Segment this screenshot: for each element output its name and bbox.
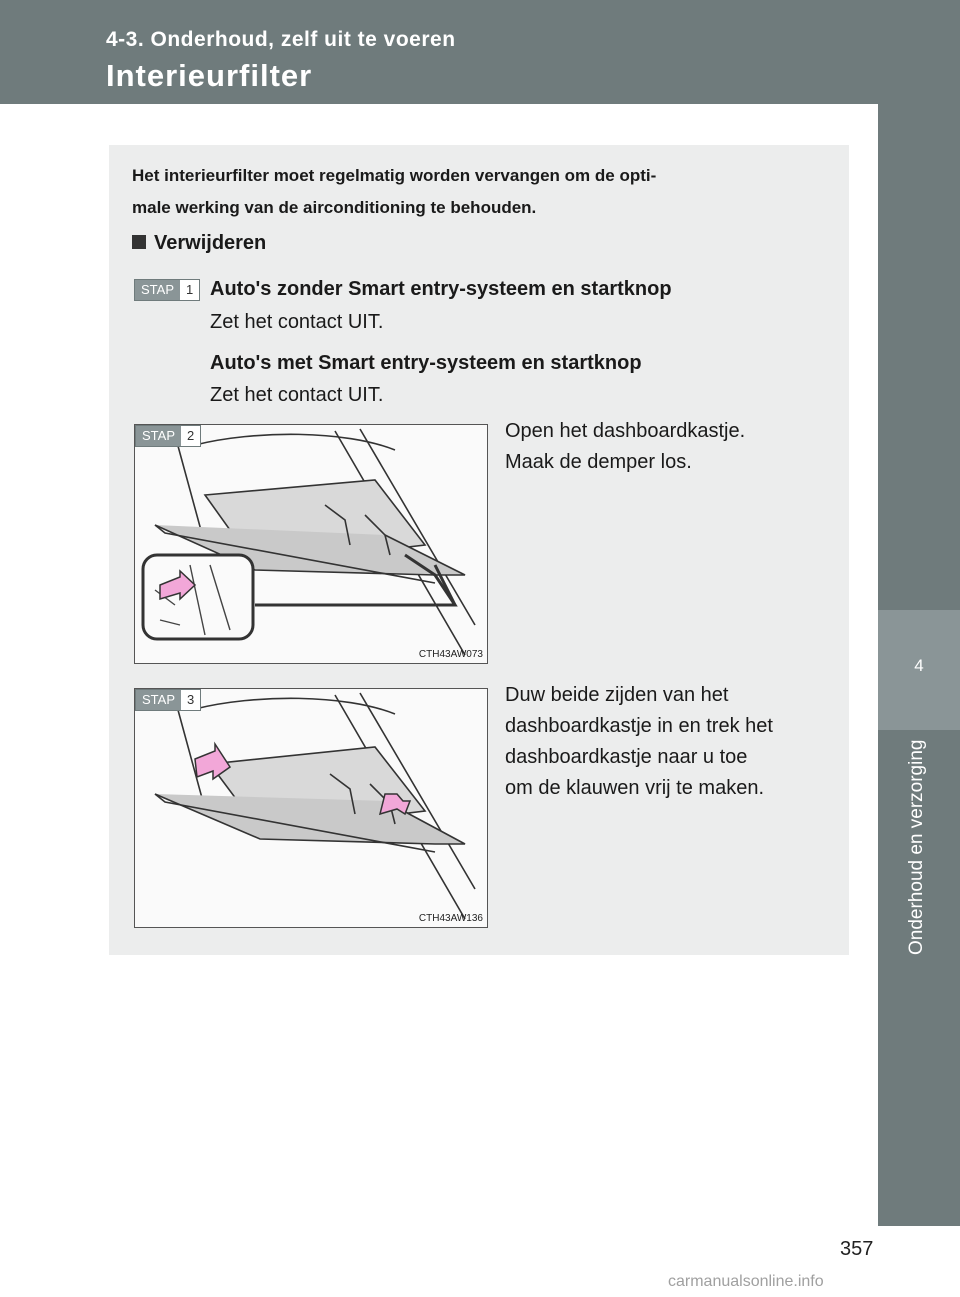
glove-box-claws-illustration [135, 689, 487, 927]
step2-text [505, 416, 827, 478]
watermark: carmanualsonline.info [668, 1273, 824, 1290]
step1-text-a: Zet het contact UIT. [210, 311, 384, 333]
step-badge-2 [135, 425, 201, 447]
intro-line: male werking van de airconditioning te behouden. [132, 198, 537, 217]
figure-code: CTH43AW136 [418, 913, 483, 924]
step1-text-b: Zet het contact UIT. [210, 384, 384, 406]
step3-line: Duw beide zijden van het [505, 684, 729, 706]
step1-heading-a: Auto's zonder Smart entry-systeem en startknop [210, 278, 672, 300]
section-title: 4-3. Onderhoud, zelf uit te voeren [106, 28, 456, 51]
step2-line: Maak de demper los. [505, 451, 692, 473]
chapter-label: Onderhoud en verzorging [906, 739, 927, 955]
step3-line: om de klauwen vrij te maken. [505, 777, 765, 799]
step3-figure [134, 688, 488, 928]
square-bullet-icon [132, 235, 146, 249]
step2-line: Open het dashboardkastje. [505, 420, 746, 442]
step-badge-number: 2 [187, 428, 195, 443]
chapter-number: 4 [878, 610, 960, 730]
step2-figure [134, 424, 488, 664]
page-header [0, 0, 960, 104]
step-badge-label: STAP [135, 280, 180, 300]
step-badge-number: 1 [186, 282, 194, 297]
step3-line: dashboardkastje in en trek het [505, 715, 773, 737]
step3-line: dashboardkastje naar u toe [505, 746, 748, 768]
subheading-text: Verwijderen [154, 232, 267, 254]
step-badge-1 [134, 279, 200, 301]
step1-heading-b: Auto's met Smart entry-systeem en startknop [210, 352, 642, 374]
chapter-label-vertical [906, 739, 930, 965]
figure-code: CTH43AW073 [418, 649, 483, 660]
step3-text [505, 680, 827, 804]
page-title: Interieurfilter [106, 58, 313, 93]
subheading [132, 232, 266, 255]
page-number: 357 [840, 1238, 874, 1260]
step-badge-number: 3 [187, 692, 195, 707]
step-badge-label: STAP [136, 690, 181, 710]
step-badge-label: STAP [136, 426, 181, 446]
intro-line: Het interieurfilter moet regelmatig worden vervangen om de opti- [132, 166, 657, 185]
step-badge-3 [135, 689, 201, 711]
glove-box-damper-illustration [135, 425, 487, 663]
intro-paragraph [132, 160, 826, 224]
